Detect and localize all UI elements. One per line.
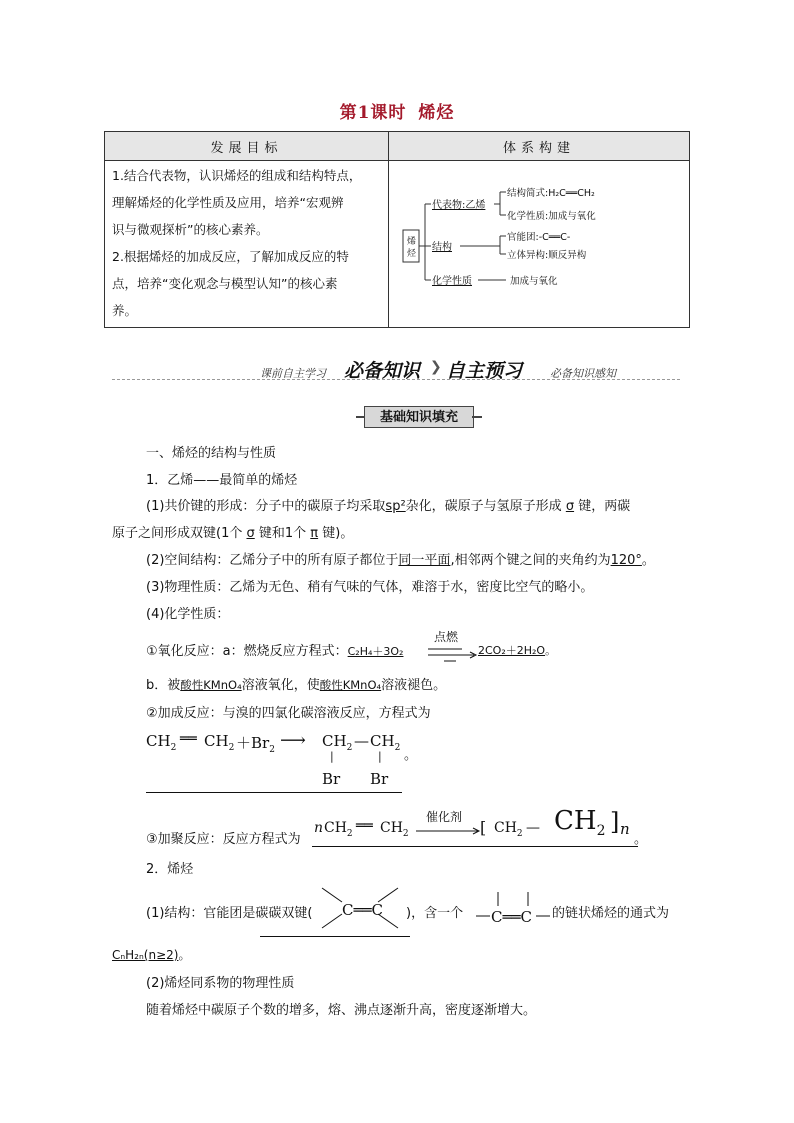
concept-leaf-chem-property: 化学性质:加成与氧化 (507, 211, 596, 222)
functional-group-structure (474, 890, 552, 930)
heading-1: 一、烯烃的结构与性质 (146, 446, 277, 461)
badge-label: 基础知识填充 (364, 406, 474, 428)
goals-text (106, 162, 387, 324)
answer-products: 2CO₂＋2H₂O (478, 644, 546, 657)
goal-line: 识与微观探析”的核心素养。 (112, 222, 269, 237)
concept-branch-representative: 代表物:乙烯 (432, 200, 486, 211)
lesson-topic: 烯烃 (418, 103, 455, 123)
para-chem-property: (4)化学性质： (146, 607, 230, 622)
para-kmno4: b．被酸性KMnO₄溶液氧化，使酸性KMnO₄溶液褪色。 (146, 678, 447, 693)
para-homolog-trend: 随着烯烃中碳原子个数的增多，熔、沸点逐渐升高，密度逐渐增大。 (146, 1003, 537, 1018)
col-header-goals: 发展目标 (105, 132, 389, 161)
banner-main-2: 自主预习 (446, 360, 523, 382)
answer-blank: σ (565, 499, 575, 514)
answer-blank: π (310, 526, 319, 541)
concept-root: 烯 (407, 237, 417, 247)
page-title (0, 98, 794, 123)
para-general-formula: CₙH₂ₙ(n≥2)。 (112, 948, 191, 962)
concept-leaf-structure-formula: 结构简式:H₂C══CH₂ (507, 188, 595, 199)
goal-line: 1.结合代表物，认识烯烃的组成和结构特点， (112, 168, 362, 183)
heading-1-2: 2．烯烃 (146, 862, 194, 877)
goal-line: 2.根据烯烃的加成反应，了解加成反应的特 (112, 249, 349, 264)
answer-blank: 酸性KMnO₄ (180, 678, 242, 692)
concept-leaf-isomerism: 立体异构:顺反异构 (507, 250, 587, 261)
chevron-right-icon: ❯ (430, 359, 442, 375)
para-alkene-structure: (1)结构：官能团是碳碳双键( (146, 906, 313, 921)
concept-leaf-reactions: 加成与氧化 (510, 276, 558, 287)
para-bond-formation: (1)共价键的形成：分子中的碳原子均采取sp²杂化，碳原子与氢原子形成 σ 键，两碳 (146, 499, 631, 514)
answer-blank: sp² (385, 499, 406, 514)
concept-map-cell (389, 161, 690, 328)
arrow-right-icon: ⟶ (280, 730, 306, 751)
goals-table (104, 131, 690, 328)
concept-branch-chem-property: 化学性质 (432, 276, 472, 287)
condition-catalyst: 催化剂 (426, 810, 463, 824)
answer-products-line: 2CO₂＋2H₂O。 (478, 644, 557, 657)
section-banner (112, 356, 680, 382)
para-polymerization: ③加聚反应：反应方程式为 (146, 832, 301, 847)
concept-map (390, 162, 688, 326)
answer-formula: CₙH₂ₙ(n≥2) (112, 948, 179, 962)
concept-leaf-functional-group: 官能团:-C══C- (507, 232, 571, 243)
lesson-number: 第1课时 (339, 103, 407, 123)
answer-underline (260, 936, 410, 937)
answer-underline (312, 846, 638, 847)
col-header-system: 体系构建 (389, 132, 690, 161)
goal-line: 养。 (112, 303, 138, 318)
answer-reactants: C₂H₄＋3O₂ (347, 645, 404, 658)
para-spatial-structure: (2)空间结构：乙烯分子中的所有原子都位于同一平面,相邻两个键之间的夹角约为120°。 (146, 553, 655, 568)
svg-text:烃: 烃 (407, 249, 417, 259)
banner-main-1: 必备知识 (344, 360, 421, 382)
section-badge (356, 406, 482, 428)
answer-underline (146, 792, 402, 793)
answer-blank: 酸性KMnO₄ (319, 678, 382, 692)
answer-blank: 120° (610, 553, 642, 568)
double-bond-structure (316, 884, 406, 934)
para-oxidation: ①氧化反应：a：燃烧反应方程式：C₂H₄＋3O₂ (146, 644, 404, 659)
svg-text:C══C: C══C (342, 901, 384, 919)
para-bond-formation-cont: 原子之间形成双键(1个 σ 键和1个 π 键)。 (112, 526, 354, 541)
para-homolog-property: (2)烯烃同系物的物理性质 (146, 976, 295, 991)
answer-blank: σ (246, 526, 255, 541)
goal-line: 点，培养“变化观念与模型认知”的核心素 (112, 276, 338, 291)
reaction-arrow (424, 644, 480, 664)
condition-ignite: 点燃 (434, 630, 459, 644)
concept-branch-structure: 结构 (432, 242, 452, 253)
para-physical-property: (3)物理性质：乙烯为无色、稍有气味的气体，难溶于水，密度比空气的略小。 (146, 580, 594, 595)
goal-line: 理解烯烃的化学性质及应用，培养“宏观辨 (112, 195, 344, 210)
svg-text:C══C: C══C (491, 908, 533, 926)
equation-polymerization: n $CH_2$ ══ $CH_2$ 催化剂 [ $CH_2$ — $CH_2$ ] n 。 (314, 806, 648, 847)
para-addition: ②加成反应：与溴的四氯化碳溶液反应，方程式为 (146, 706, 431, 721)
banner-right-label: 必备知识感知 (550, 367, 616, 380)
banner-left-label: 课前自主学习 (260, 367, 326, 380)
answer-blank: 同一平面 (398, 553, 451, 568)
goals-cell (105, 161, 389, 328)
heading-1-1: 1．乙烯——最简单的烯烃 (146, 473, 298, 488)
equation-addition: $CH_2$ ══ $CH_2$ $+Br_2$ ⟶ $CH_2$ — $CH_2$ | | Br Br 。 (146, 730, 418, 788)
reaction-arrow (416, 826, 484, 836)
